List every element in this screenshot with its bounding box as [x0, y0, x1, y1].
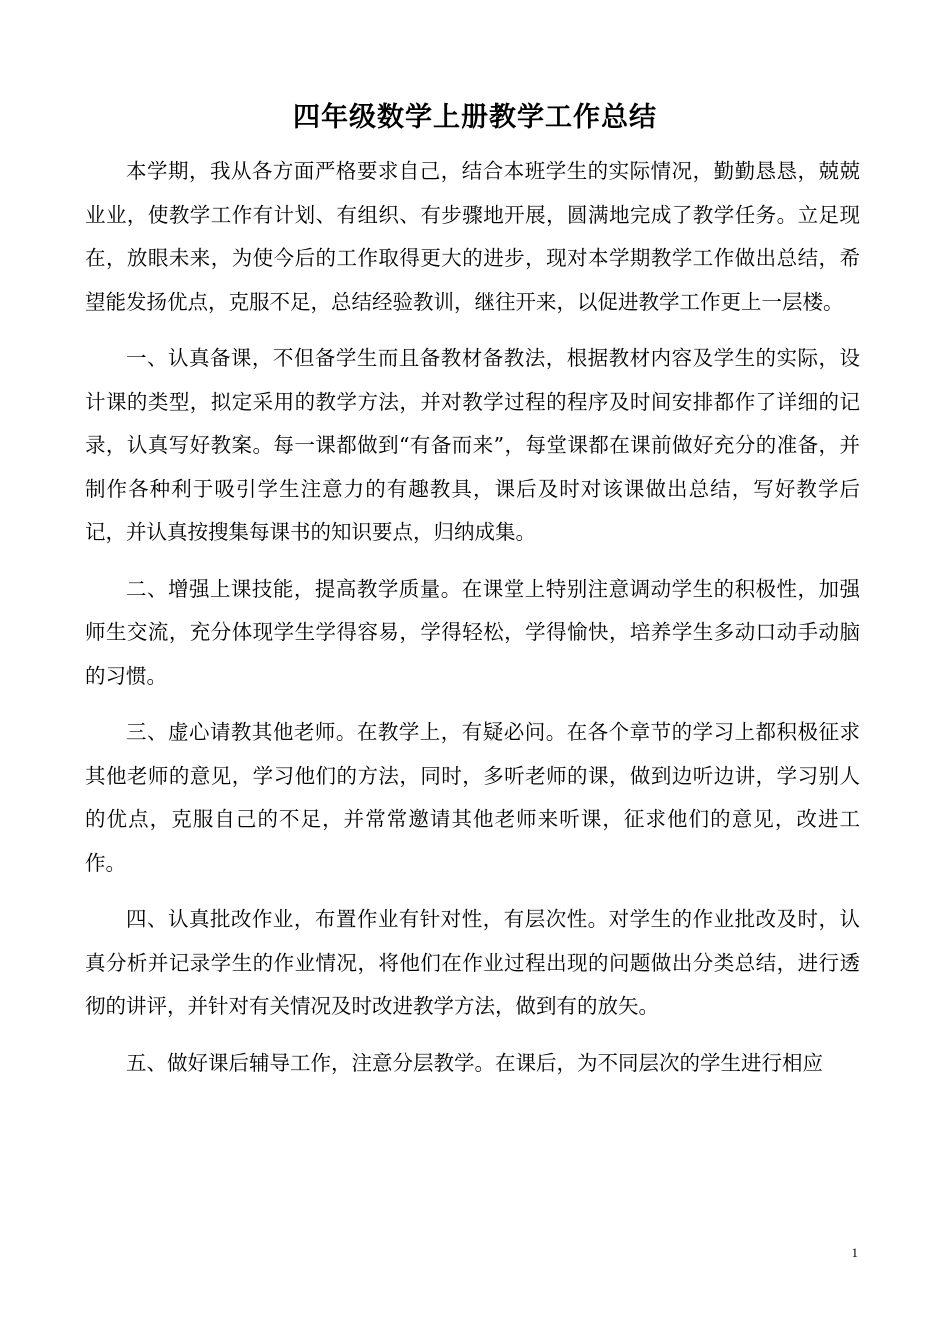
paragraph-section-3: 三、虚心请教其他老师。在教学上，有疑必问。在各个章节的学习上都积极征求其他老师的意见，学习他们的方法，同时，多听老师的课，做到边听边讲，学习别人的优点，克服自己的不足，并常常邀请其他老师来听课，征求他们的意见，改进工作。: [85, 720, 860, 875]
paragraph-section-4: 四、认真批改作业，布置作业有针对性，有层次性。对学生的作业批改及时，认真分析并记录学生的作业情况，将他们在作业过程出现的问题做出分类总结，进行透彻的讲评，并针对有关情况及时改进教学方法，做到有的放矢。: [85, 907, 860, 1018]
paragraph-intro: 本学期，我从各方面严格要求自己，结合本班学生的实际情况，勤勤恳恳，兢兢业业，使教学工作有计划、有组织、有步骤地开展，圆满地完成了教学任务。立足现在，放眼未来，为使今后的工作取得更大的进步，现对本学期教学工作做出总结，希望能发扬优点，克服不足，总结经验教训，继往开来，以促进教学工作更上一层楼。: [85, 159, 860, 314]
document-body: [85, 150, 860, 1085]
paragraph-section-2: 二、增强上课技能，提高教学质量。在课堂上特别注意调动学生的积极性，加强师生交流，充分体现学生学得容易，学得轻松，学得愉快，培养学生多动口动手动脑的习惯。: [85, 576, 860, 688]
page-number: 1: [851, 1245, 858, 1260]
paragraph-section-1: 一、认真备课，不但备学生而且备教材备教法，根据教材内容及学生的实际，设计课的类型，拟定采用的教学方法，并对教学过程的程序及时间安排都作了详细的记录，认真写好教案。每一课都做到“有备而来”，每堂课都在课前做好充分的准备，并制作各种利于吸引学生注意力的有趣教具，课后及时对该课做出总结，写好教学后记，并认真按搜集每课书的知识要点，归纳成集。: [85, 346, 860, 544]
document-title: 四年级数学上册教学工作总结: [293, 102, 657, 133]
paragraph-section-5: 五、做好课后辅导工作，注意分层教学。在课后，为不同层次的学生进行相应: [126, 1050, 823, 1075]
